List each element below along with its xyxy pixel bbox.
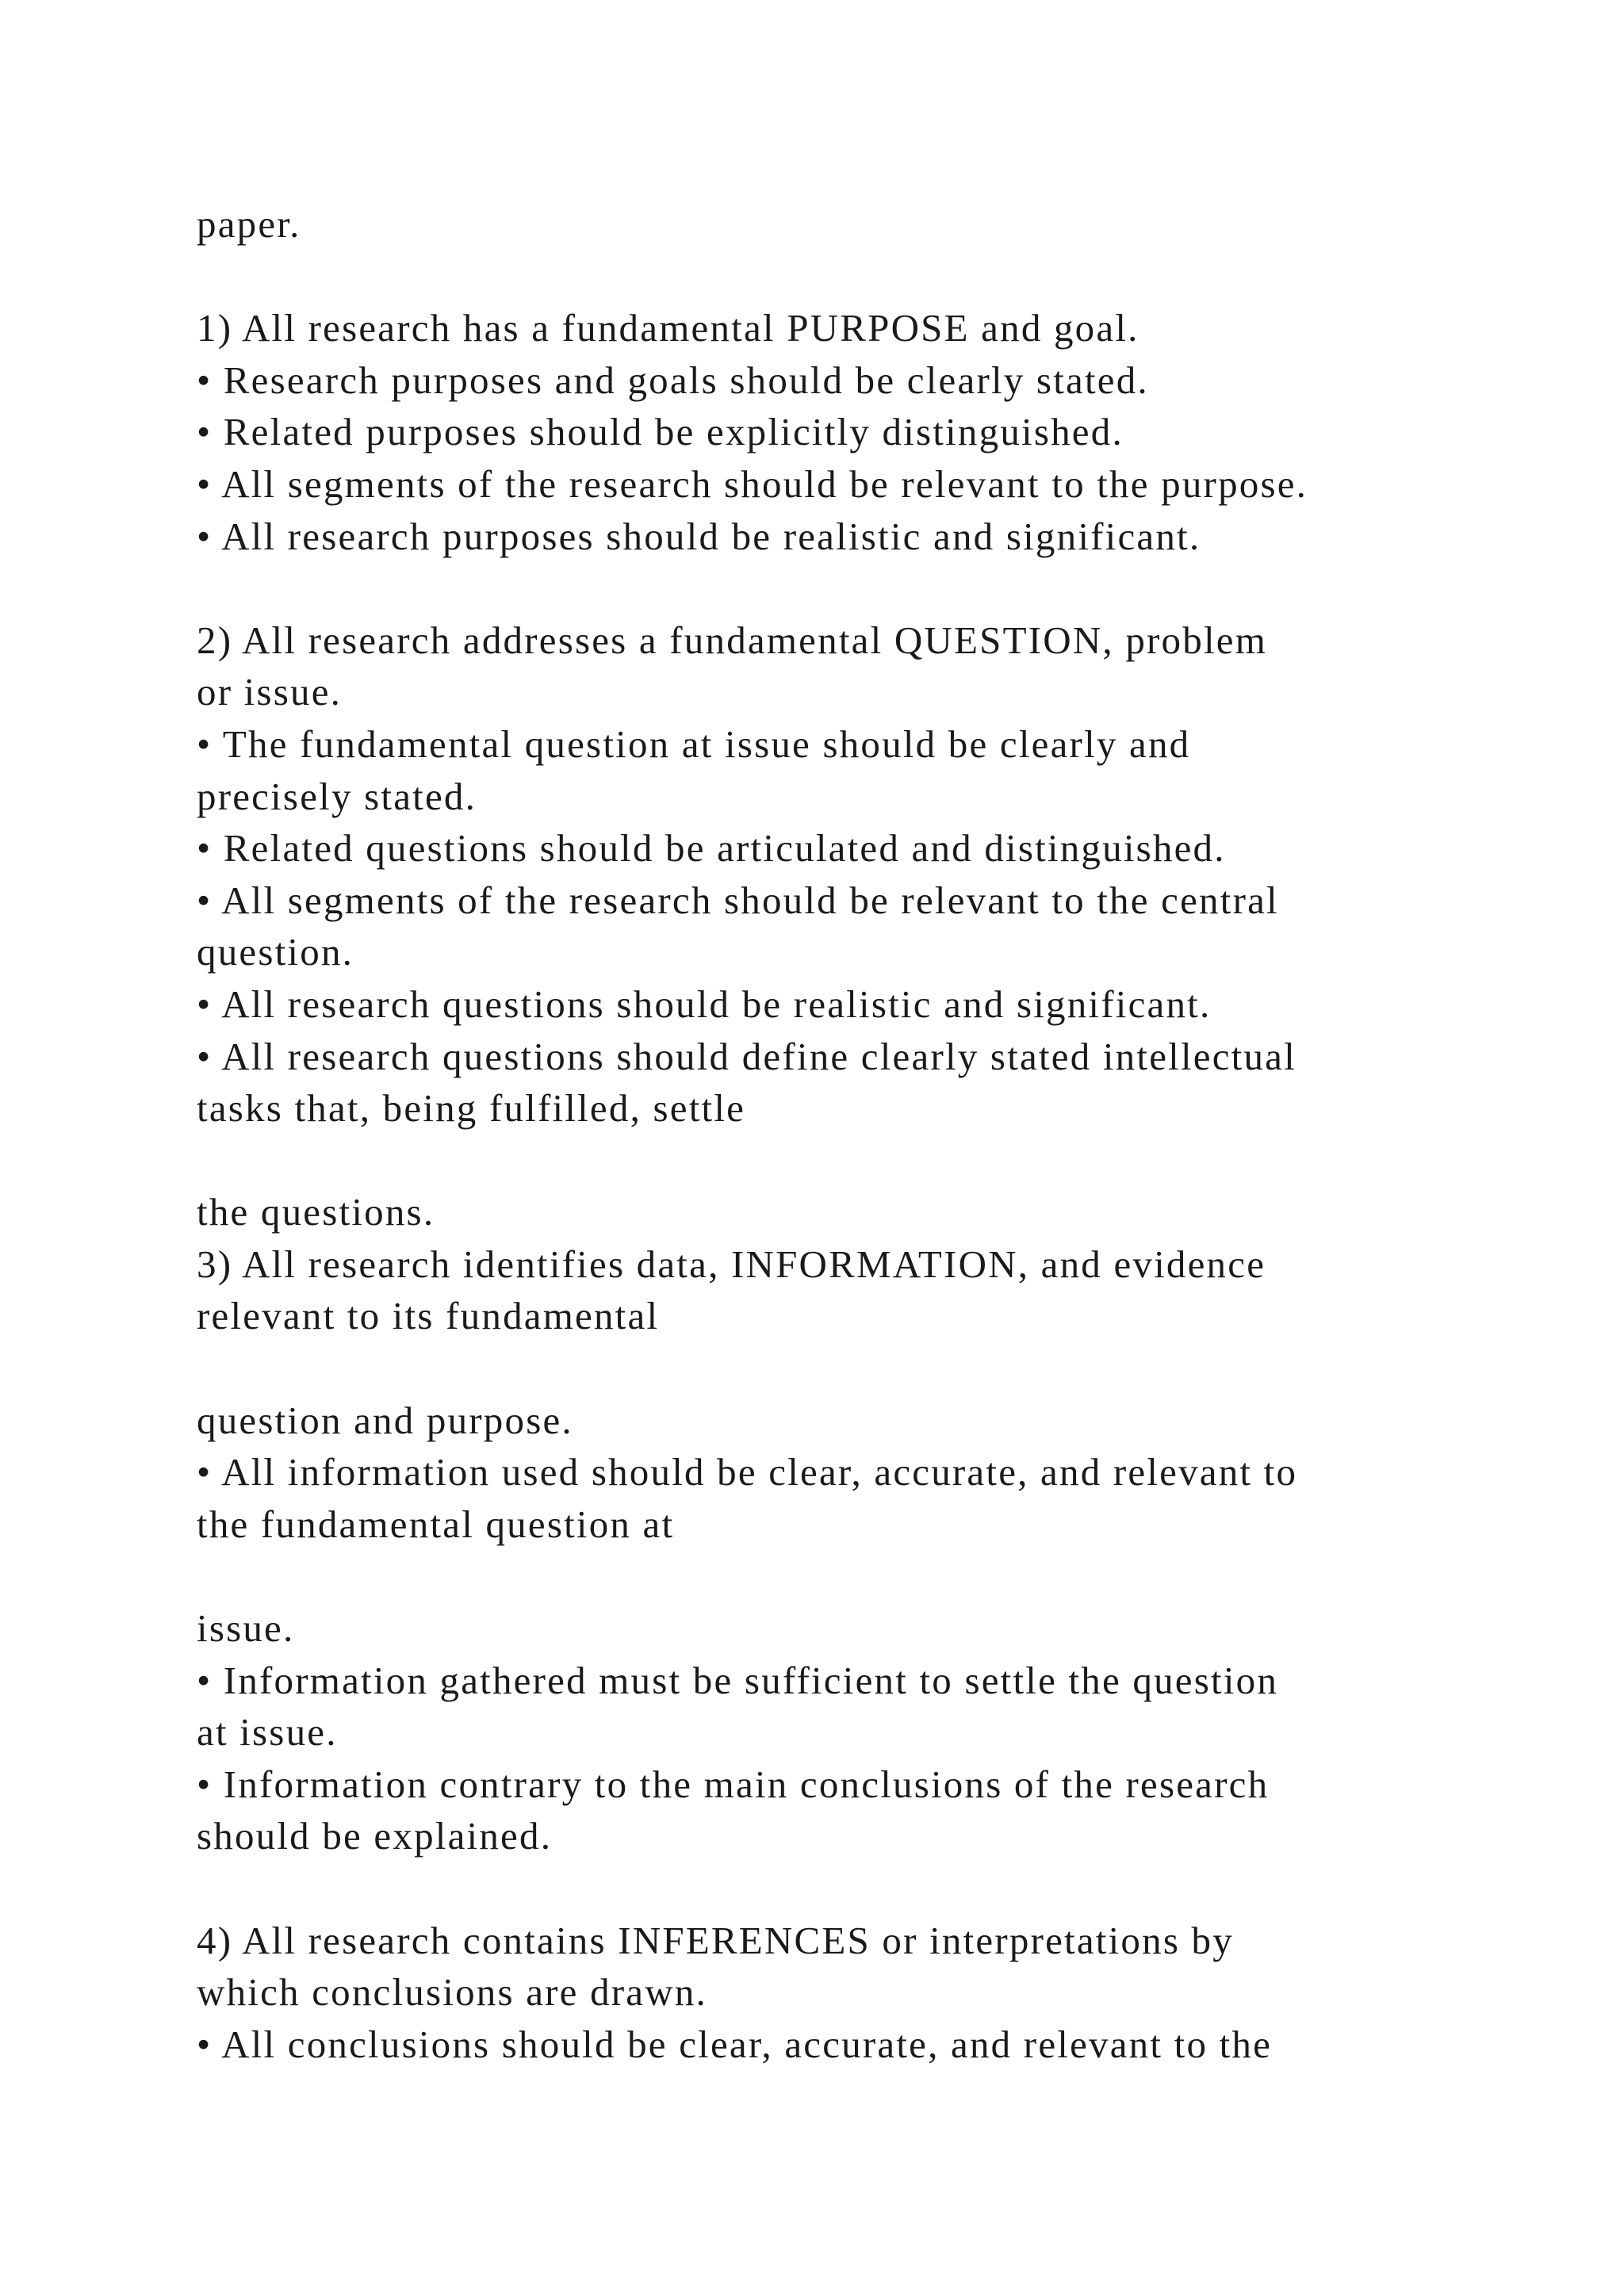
- text-line: which conclusions are drawn.: [197, 1970, 707, 2015]
- bullet-item: • Information contrary to the main conclusions of the research: [197, 1762, 1270, 1806]
- text-line: should be explained.: [197, 1814, 553, 1858]
- bullet-item: • All conclusions should be clear, accurate, and relevant to the: [197, 2022, 1273, 2066]
- bullet-item: • All research purposes should be realistic and significant.: [197, 514, 1201, 558]
- blank-line: [197, 1135, 1545, 1187]
- text-line: paper.: [197, 202, 301, 246]
- blank-line: [197, 1342, 1545, 1395]
- text-line: the questions.: [197, 1190, 435, 1234]
- section-heading-purpose: 1) All research has a fundamental PURPOSE and goal.: [197, 306, 1139, 350]
- text-line: or issue.: [197, 670, 343, 714]
- text-line: tasks that, being fulfilled, settle: [197, 1086, 746, 1131]
- bullet-item: • Related questions should be articulated and distinguished.: [197, 826, 1226, 871]
- bullet-item: • The fundamental question at issue should be clearly and: [197, 721, 1191, 766]
- text-line: question.: [197, 930, 354, 974]
- blank-line: [197, 251, 1545, 303]
- bullet-item: • All information used should be clear, accurate, and relevant to: [197, 1450, 1298, 1494]
- bullet-item: • Information gathered must be sufficient to settle the question: [197, 1658, 1279, 1702]
- blank-line: [197, 1550, 1545, 1602]
- text-line: at issue.: [197, 1710, 338, 1755]
- text-line: the fundamental question at: [197, 1502, 675, 1546]
- bullet-item: • Related purposes should be explicitly distinguished.: [197, 410, 1124, 454]
- blank-line: [197, 1862, 1545, 1915]
- section-heading-inferences: 4) All research contains INFERENCES or interpretations by: [197, 1918, 1234, 1962]
- bullet-item: • All research questions should define clearly stated intellectual: [197, 1034, 1297, 1078]
- section-heading-question: 2) All research addresses a fundamental QUESTION, problem: [197, 618, 1268, 662]
- bullet-item: • All segments of the research should be relevant to the central: [197, 878, 1279, 922]
- text-line: precisely stated.: [197, 774, 477, 818]
- blank-line: [197, 562, 1545, 614]
- bullet-item: • All research questions should be realistic and significant.: [197, 982, 1212, 1026]
- text-line: issue.: [197, 1606, 295, 1651]
- text-line: relevant to its fundamental: [197, 1294, 660, 1338]
- document-text: [197, 198, 1545, 2070]
- text-line: question and purpose.: [197, 1398, 573, 1442]
- section-heading-information: 3) All research identifies data, INFORMATION, and evidence: [197, 1242, 1266, 1286]
- bullet-item: • All segments of the research should be relevant to the purpose.: [197, 461, 1308, 506]
- bullet-item: • Research purposes and goals should be clearly stated.: [197, 358, 1149, 402]
